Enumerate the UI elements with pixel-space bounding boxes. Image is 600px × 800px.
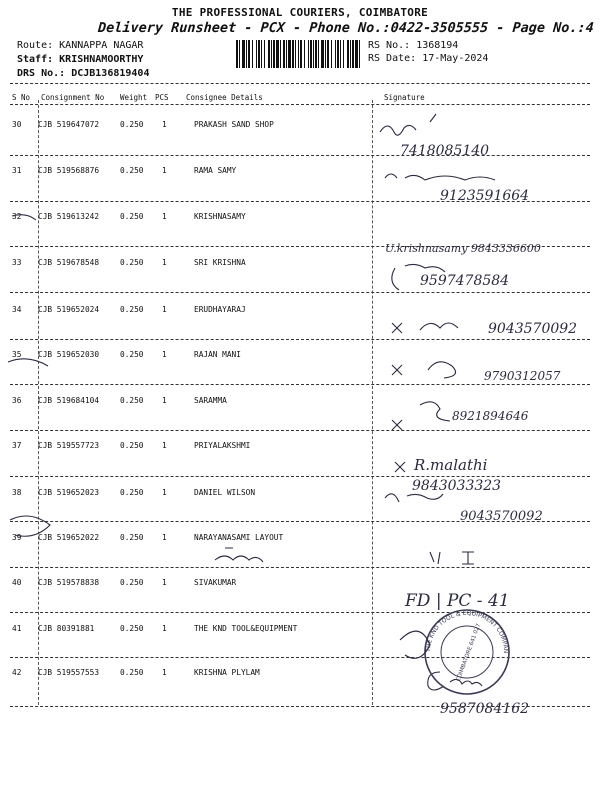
- cell-weight: 0.250: [120, 212, 144, 221]
- cell-consignee: KRISHNA PLYLAM: [194, 668, 260, 677]
- cell-weight: 0.250: [120, 166, 144, 175]
- cell-sno: 42: [12, 668, 22, 677]
- cell-pcs: 1: [162, 350, 167, 359]
- rs-no-value: 1368194: [416, 40, 459, 51]
- handwritten-phone-row36: 8921894646: [452, 409, 529, 423]
- cell-sno: 30: [12, 120, 22, 129]
- cell-consignment: CJB 519652022: [38, 533, 100, 542]
- cell-weight: 0.250: [120, 533, 144, 542]
- staff-line: [17, 54, 143, 65]
- company-name: THE PROFESSIONAL COURIERS, COIMBATORE: [171, 6, 429, 19]
- cell-pcs: 1: [162, 668, 167, 677]
- col-header-consignee: Consignee Details: [186, 93, 263, 102]
- cell-consignee: PRIYALAKSHMI: [194, 441, 251, 450]
- cell-consignee: SARAMMA: [194, 396, 227, 405]
- drs-line: [17, 68, 149, 79]
- cell-pcs: 1: [162, 533, 167, 542]
- col-header-weight: Weight: [120, 93, 148, 102]
- handwritten-phone-row42: 9587084162: [440, 701, 530, 717]
- cell-consignee: RAJAN MANI: [194, 350, 241, 359]
- cell-sno: 33: [12, 258, 22, 267]
- cell-weight: 0.250: [120, 441, 144, 450]
- cell-sno: 34: [12, 305, 22, 314]
- cell-pcs: 1: [162, 120, 167, 129]
- route-value: KANNAPPA NAGAR: [59, 40, 144, 51]
- cell-sno: 32: [12, 212, 22, 221]
- cell-sno: 37: [12, 441, 22, 450]
- handwritten-name-row37: R.malathi: [414, 456, 488, 474]
- route-line: [17, 40, 143, 51]
- cell-consignee: PRAKASH SAND SHOP: [194, 120, 274, 129]
- cell-consignee: NARAYANASAMI LAYOUT: [194, 533, 284, 542]
- cell-sno: 31: [12, 166, 22, 175]
- col-header-pcs: PCS: [155, 93, 169, 102]
- cell-pcs: 1: [162, 212, 167, 221]
- cell-weight: 0.250: [120, 578, 144, 587]
- table-row: [0, 624, 600, 664]
- stamp-ring-text: THE KND TOOL & EQUIPMENT COMPAN: [424, 609, 510, 654]
- cell-pcs: 1: [162, 396, 167, 405]
- rs-date-line: [368, 53, 488, 64]
- cell-sno: 38: [12, 488, 22, 497]
- col-header-sno: S No: [12, 93, 31, 102]
- cell-sno: 41: [12, 624, 22, 633]
- staff-value: KRISHNAMOORTHY: [59, 54, 144, 65]
- cell-consignment: CJB 80391881: [38, 624, 95, 633]
- table-row: [0, 668, 600, 708]
- rs-date-value: 17-May-2024: [422, 53, 489, 64]
- row-divider: [10, 430, 590, 431]
- cell-pcs: 1: [162, 305, 167, 314]
- cell-weight: 0.250: [120, 488, 144, 497]
- cell-consignee: ERUDHAYARAJ: [194, 305, 246, 314]
- runsheet-title: Delivery Runsheet - PCX - Phone No.:0422-3505555 - Page No.:4: [97, 20, 595, 36]
- cell-pcs: 1: [162, 578, 167, 587]
- cell-consignment: CJB 519647072: [38, 120, 100, 129]
- handwritten-phone-row30: 7418085140: [400, 143, 490, 159]
- drs-value: DCJB136819404: [71, 68, 150, 79]
- row-divider: [10, 521, 590, 522]
- cell-pcs: 1: [162, 258, 167, 267]
- cell-sno: 35: [12, 350, 22, 359]
- divider-header: [10, 104, 590, 105]
- cell-weight: 0.250: [120, 396, 144, 405]
- cell-consignment: CJB 519578838: [38, 578, 100, 587]
- barcode-image: [236, 40, 362, 68]
- col-header-consignment: Consignment No: [41, 93, 105, 102]
- staff-label: Staff:: [17, 54, 54, 65]
- row-divider: [10, 246, 590, 247]
- table-row: [0, 166, 600, 206]
- handwritten-phone-row31: 9123591664: [440, 188, 530, 204]
- cell-sno: 36: [12, 396, 22, 405]
- row-divider: [10, 476, 590, 477]
- row-divider: [10, 155, 590, 156]
- handwritten-name-row32: U.krishnasamy 9843336600: [385, 242, 541, 255]
- cell-weight: 0.250: [120, 305, 144, 314]
- drs-label: DRS No.:: [17, 68, 66, 79]
- cell-consignment: CJB 519568876: [38, 166, 100, 175]
- cell-consignee: DANIEL WILSON: [194, 488, 256, 497]
- cell-weight: 0.250: [120, 668, 144, 677]
- handwritten-phone-row34: 9043570092: [488, 321, 578, 337]
- cell-consignee: THE KND TOOL&EQUIPMENT: [194, 624, 298, 633]
- cell-weight: 0.250: [120, 258, 144, 267]
- row-divider: [10, 339, 590, 340]
- handwritten-phone-row37: 9843033323: [412, 478, 502, 494]
- cell-weight: 0.250: [120, 350, 144, 359]
- handwritten-note-row40: FD | PC - 41: [405, 591, 510, 611]
- cell-consignee: SIVAKUMAR: [194, 578, 237, 587]
- row-divider: [10, 292, 590, 293]
- table-row: [0, 441, 600, 481]
- row-divider: [10, 567, 590, 568]
- cell-consignee: KRISHNASAMY: [194, 212, 246, 221]
- cell-pcs: 1: [162, 624, 167, 633]
- cell-pcs: 1: [162, 166, 167, 175]
- rs-no-line: [368, 40, 458, 51]
- cell-consignment: CJB 519557553: [38, 668, 100, 677]
- row-divider: [10, 384, 590, 385]
- cell-weight: 0.250: [120, 120, 144, 129]
- route-label: Route:: [17, 40, 54, 51]
- handwritten-phone-row38: 9043570092: [460, 509, 543, 524]
- rs-date-label: RS Date:: [368, 53, 417, 64]
- divider-top: [10, 83, 590, 84]
- col-header-signature: Signature: [384, 93, 425, 102]
- row-divider: [10, 706, 590, 707]
- row-divider: [10, 657, 590, 658]
- cell-pcs: 1: [162, 441, 167, 450]
- row-divider: [10, 612, 590, 613]
- stamp-center-text: COIMBATORE 641 027: [455, 622, 483, 683]
- cell-consignment: CJB 519652030: [38, 350, 100, 359]
- cell-consignment: CJB 519652023: [38, 488, 100, 497]
- row-divider: [10, 201, 590, 202]
- handwritten-phone-row35: 9790312057: [484, 369, 561, 383]
- cell-consignee: SRI KRISHNA: [194, 258, 246, 267]
- cell-sno: 39: [12, 533, 22, 542]
- cell-consignee: RAMA SAMY: [194, 166, 237, 175]
- cell-consignment: CJB 519678548: [38, 258, 100, 267]
- cell-sno: 40: [12, 578, 22, 587]
- table-row: [0, 120, 600, 160]
- cell-pcs: 1: [162, 488, 167, 497]
- cell-consignment: CJB 519652024: [38, 305, 100, 314]
- cell-consignment: CJB 519613242: [38, 212, 100, 221]
- handwritten-phone-row33: 9597478584: [420, 273, 510, 289]
- cell-weight: 0.250: [120, 624, 144, 633]
- cell-consignment: CJB 519684104: [38, 396, 100, 405]
- cell-consignment: CJB 519557723: [38, 441, 100, 450]
- table-row: [0, 488, 600, 528]
- rs-no-label: RS No.:: [368, 40, 411, 51]
